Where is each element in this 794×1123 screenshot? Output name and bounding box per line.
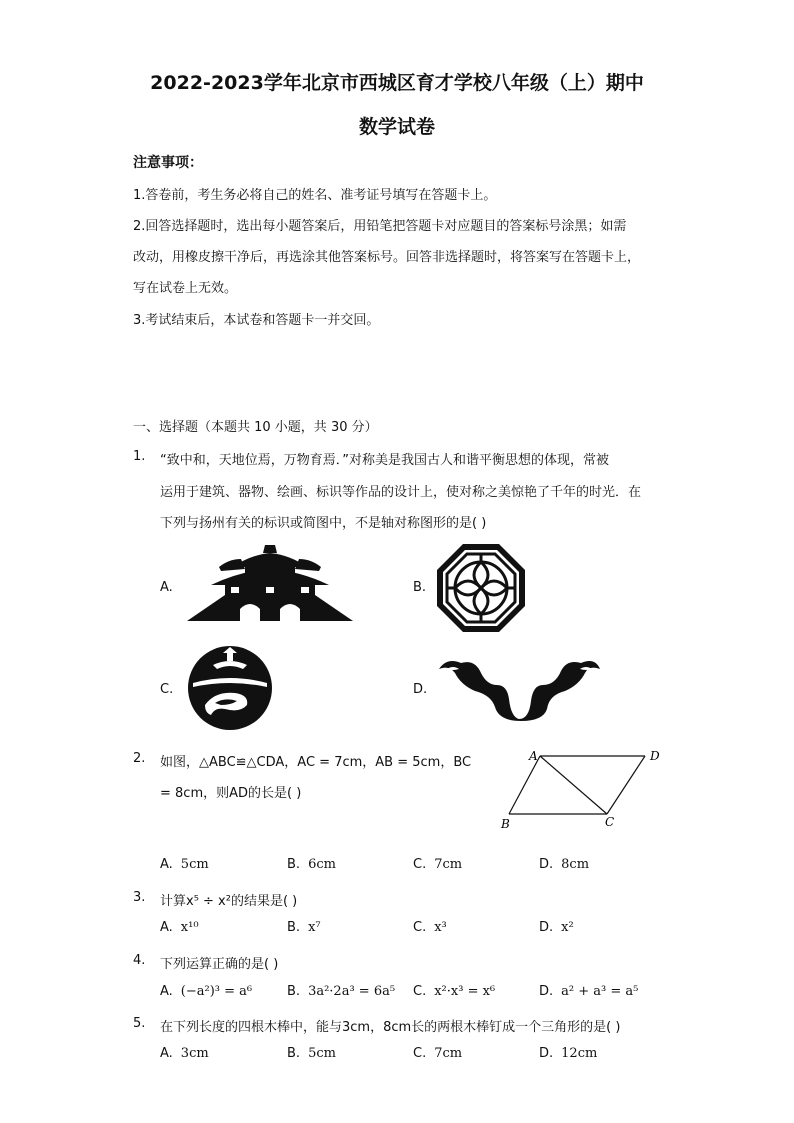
question-5-option-b[interactable]: B. 5cm [287,1046,336,1061]
round-emblem-image [185,643,275,733]
point-d-label: D [650,749,660,763]
question-2-number: 2. [133,751,146,766]
question-4-option-a[interactable]: A. (−a²)³ = a⁶ [160,984,253,999]
notice-heading: 注意事项： [133,155,203,171]
question-2-line-1 [160,751,471,770]
question-4-option-c[interactable]: C. x²·x³ = x⁶ [413,984,496,999]
pavilion-image [185,545,355,623]
question-1-line-1: “致中和，天地位焉，万物育焉．”对称美是我国古人和谐平衡思想的体现，常被 [160,453,609,468]
question-1-line-2: 运用于建筑、器物、绘画、标识等作品的设计上，使对称之美惊艳了千年的时光．在 [160,485,642,500]
point-a-label: A [529,749,538,763]
question-1-line-3: 下列与扬州有关的标识或简图中，不是轴对称图形的是( ) [160,516,487,531]
question-4-option-b[interactable]: B. 3a²·2a³ = 6a⁵ [287,984,396,999]
octagon-window-image [435,542,527,634]
question-2-option-b[interactable]: B. 6cm [287,857,336,872]
notice-line-1: 1.答卷前，考生务必将自己的姓名、准考证号填写在答题卡上。 [133,188,497,203]
question-3-option-b[interactable]: B. x⁷ [287,920,321,935]
question-3-option-c[interactable]: C. x³ [413,920,447,935]
question-2-option-d[interactable]: D. 8cm [539,857,590,872]
question-1-number: 1. [133,449,146,464]
parallelogram-figure [495,744,675,834]
question-3-option-d[interactable]: D. x² [539,920,574,935]
cloud-scroll-image [437,655,602,723]
question-5-line-1: 在下列长度的四根木棒中，能与3cm，8cm长的两根木棒钉成一个三角形的是( ) [160,1020,621,1035]
question-5-number: 5. [133,1016,146,1031]
question-3-option-a[interactable]: A. x¹⁰ [160,920,199,935]
point-c-label: C [605,815,615,829]
question-4-line-1: 下列运算正确的是( ) [160,957,279,972]
notice-line-5: 3.考试结束后，本试卷和答题卡一并交回。 [133,313,380,328]
question-4-number: 4. [133,953,146,968]
notice-line-4: 写在试卷上无效。 [133,281,238,296]
question-5-option-d[interactable]: D. 12cm [539,1046,598,1061]
question-1-option-a-label: A. [160,580,173,595]
question-5-option-a[interactable]: A. 3cm [160,1046,209,1061]
question-3-number: 3. [133,890,146,905]
question-2-line-2: = 8cm，则AD的长是( ) [160,786,302,801]
paper-title-line1: 2022-2023学年北京市西城区育才学校八年级（上）期中 [150,72,644,94]
paper-title-line2: 数学试卷 [358,116,435,138]
question-2-option-a[interactable]: A. 5cm [160,857,209,872]
question-2-line-1-text: 如图，△ABC≌△CDA，AC = 7cm，AB = 5cm，BC [160,755,472,770]
notice-line-2: 2.回答选择题时，选出每小题答案后，用铅笔把答题卡对应题目的答案标号涂黑；如需 [133,219,627,234]
notice-line-3: 改动，用橡皮擦干净后，再选涂其他答案标号。回答非选择题时，将答案写在答题卡上， [133,250,641,265]
question-1-option-b-label: B. [413,580,427,595]
question-1-option-d-label: D. [413,682,428,697]
question-4-option-d[interactable]: D. a² + a³ = a⁵ [539,984,639,999]
question-1-option-c-label: C. [160,682,174,697]
question-3-line-1: 计算x⁵ ÷ x²的结果是( ) [160,894,298,909]
section-heading: 一、选择题（本题共 10 小题，共 30 分） [133,420,378,435]
question-2-option-c[interactable]: C. 7cm [413,857,463,872]
point-b-label: B [501,817,510,831]
question-5-option-c[interactable]: C. 7cm [413,1046,463,1061]
